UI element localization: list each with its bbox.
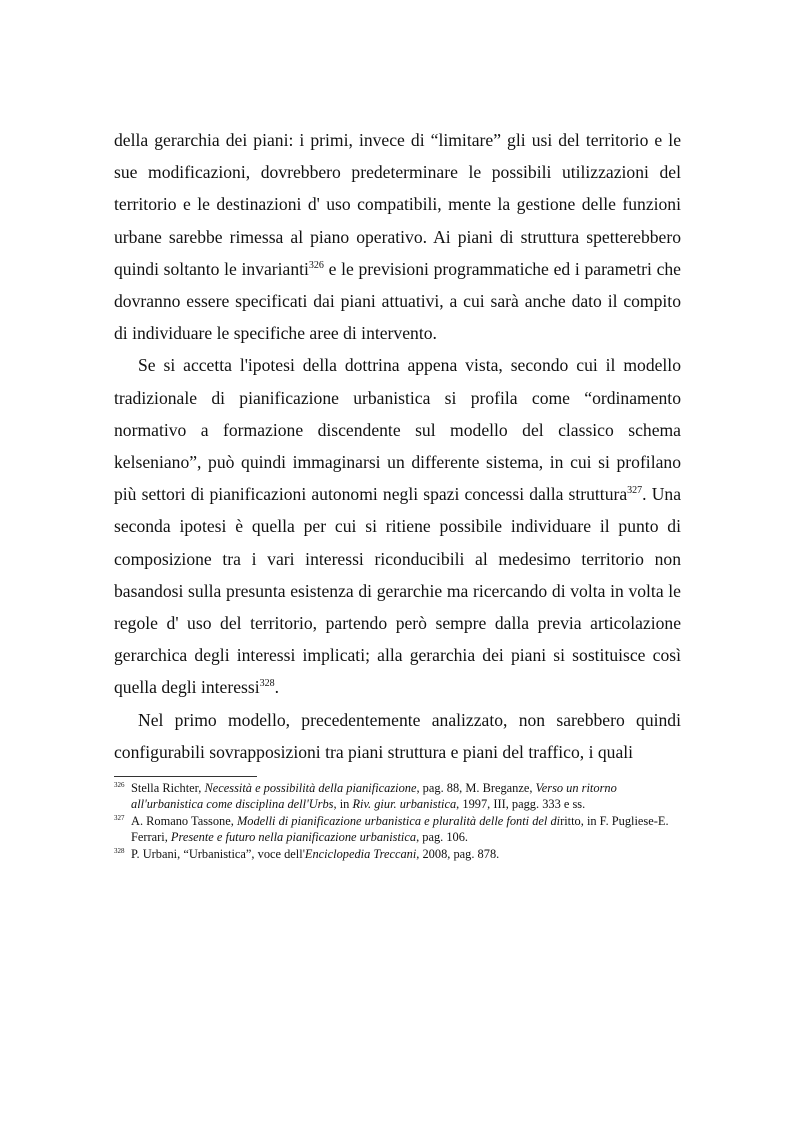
footnote-text: , pag. 88, M. Breganze, (416, 781, 536, 795)
footnote-number: 326 (114, 781, 125, 789)
paragraph-1-text-b: e le previsioni programmatiche ed i parametri che dovranno essere specificati dai piani attuativi, a cui sarà anche dato il compito di individuare le specifiche aree di intervento. (114, 258, 681, 344)
paragraph-2-text-a: Se si accetta l'ipotesi della dottrina appena vista, secondo cui il modello tradizionale di pianificazione urbanistica si profila come “ordinamento normativo a formazione discendente sul modello del classico schema kelseniano”, può quindi immaginarsi un differente sistema, in cui si profilano più settori di pianificazioni autonomi negli spazi concessi dalla struttura (114, 355, 681, 505)
footnote-title: Modelli di pianificazione urbanistica e pluralità delle fonti del di (236, 813, 561, 828)
paragraph-2 (114, 349, 681, 703)
paragraph-1 (114, 124, 681, 349)
footnote-text: , pag. 106. (416, 830, 469, 845)
footnote-text: 2008, pag. 878. (419, 846, 500, 861)
footnote-328 (114, 846, 681, 862)
paragraph-1-text-a: della gerarchia dei piani: i primi, invece di “limitare” gli usi del territorio e le sue modificazioni, dovrebbero predeterminare le possibili utilizzazioni del territorio e le destinazioni d' uso compatibili, mente la gestione delle funzioni urbane sarebbe rimessa al piano operativo. Ai piani di struttura spetterebbero quindi soltanto le invarianti (114, 130, 681, 279)
main-text (114, 124, 681, 768)
footnote-ref-327[interactable]: 327 (627, 485, 643, 497)
footnote-title: Necessità e possibilità della pianificazione (204, 781, 417, 795)
footnote-number: 328 (114, 846, 125, 855)
footnote-ref-326[interactable]: 326 (308, 259, 324, 271)
footnote-326 (114, 780, 681, 813)
footnote-text: Stella Richter, (131, 781, 205, 795)
footnote-separator (114, 776, 257, 777)
footnote-title: Enciclopedia Treccani, (304, 846, 420, 861)
footnote-text: P. Urbani, “Urbanistica”, voce dell' (131, 846, 305, 861)
paragraph-3-text-a: Nel primo modello, precedentemente analizzato, non sarebbero quindi configurabili sovrapposizioni tra piani struttura e piani del traffico, i quali (114, 709, 681, 762)
footnote-title: Verso un ritorno all'urbanistica come disciplina dell'Urbs (131, 781, 617, 812)
footnote-327 (114, 813, 681, 846)
paragraph-2-text-b: . Una seconda ipotesi è quella per cui si ritiene possibile individuare il punto di composizione tra i vari interessi riconducibili al medesimo territorio non basandosi sulla presunta esistenza di gerarchie ma ricercando di volta in volta le regole d' uso del territorio, partendo però sempre dalla previa articolazione gerarchica degli interessi implicati; alla gerarchia dei piani si sostituisce così quella degli interessi (114, 484, 682, 698)
footnote-text: , 1997, III, pagg. 333 e ss. (456, 797, 586, 812)
paragraph-2-text-c: . (274, 677, 280, 698)
footnote-number: 327 (114, 813, 125, 822)
footnote-text: , in (333, 797, 353, 812)
footnote-title: Presente e futuro nella pianificazione urbanistica (170, 830, 417, 845)
footnotes (114, 780, 681, 862)
footnote-ref-328[interactable]: 328 (259, 678, 275, 690)
footnote-title: Riv. giur. urbanistica (352, 797, 457, 812)
paragraph-3 (114, 704, 681, 768)
footnote-text: ritto, in F. Pugliese-E. Ferrari, (131, 813, 669, 845)
footnote-text: A. Romano Tassone, (131, 813, 237, 828)
